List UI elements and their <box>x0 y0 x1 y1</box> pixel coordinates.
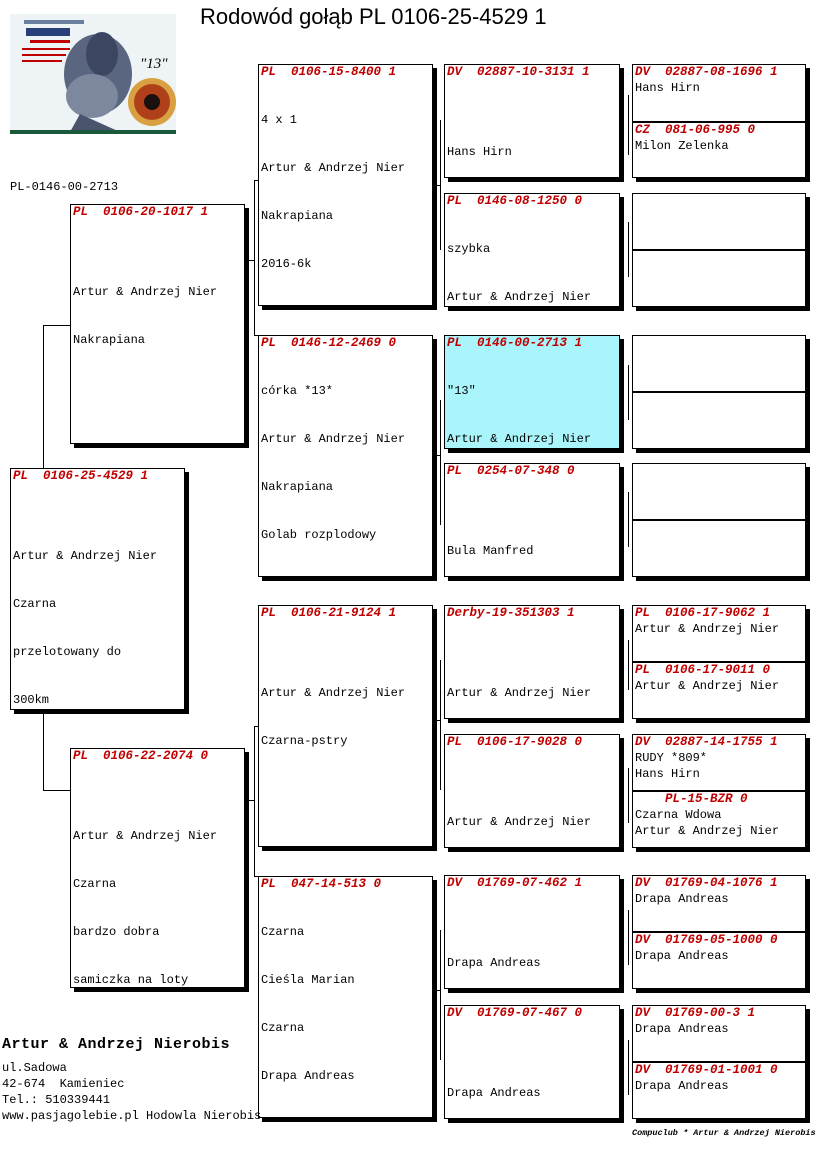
connector <box>43 790 70 791</box>
pedigree-card-great-grandparent[interactable] <box>444 463 620 577</box>
connector <box>43 325 70 326</box>
ring-number: PL-15-BZR 0 <box>665 792 748 806</box>
card-line: "13" <box>447 384 476 398</box>
pedigree-card-grandparent[interactable] <box>258 335 433 577</box>
ring-number: DV 02887-08-1696 1 <box>635 65 778 79</box>
card-line: Nakrapiana <box>73 333 146 347</box>
ring-number: CZ 081-06-995 0 <box>635 123 756 137</box>
card-line: Artur & Andrzej Nier <box>635 622 780 636</box>
pedigree-card-great-grandparent[interactable] <box>444 605 620 719</box>
connector <box>244 800 254 801</box>
ring-number: DV 01769-04-1076 1 <box>635 876 778 890</box>
card-line: bardzo dobra <box>73 925 160 939</box>
ring-number: PL 0106-17-9011 0 <box>635 663 771 677</box>
card-line: Hans Hirn <box>447 145 512 159</box>
ring-number: Derby-19-351303 1 <box>447 606 575 620</box>
card-line: Drapa Andreas <box>261 1069 355 1083</box>
connector <box>628 910 629 965</box>
pedigree-card-gen5-bottom[interactable] <box>632 662 806 719</box>
connector <box>434 720 440 721</box>
pedigree-card-great-grandparent[interactable] <box>444 734 620 848</box>
connector <box>628 222 629 277</box>
logo-label: "13" <box>140 56 168 72</box>
pedigree-card-gen5-bottom[interactable] <box>632 932 806 989</box>
pedigree-card-gen5-bottom[interactable] <box>632 392 806 449</box>
ring-number: PL 0106-21-9124 1 <box>261 606 397 620</box>
card-line: Czarna-pstry <box>261 734 348 748</box>
pedigree-card-gen5-bottom[interactable] <box>632 791 806 848</box>
connector <box>434 185 440 186</box>
card-line: Czarna <box>261 925 305 939</box>
pedigree-card-gen5-bottom[interactable] <box>632 250 806 307</box>
connector <box>628 492 629 547</box>
ring-number: PL 0106-17-9062 1 <box>635 606 771 620</box>
pedigree-card-great-grandparent[interactable] <box>444 1005 620 1119</box>
connector <box>244 260 254 261</box>
pedigree-card-great-grandparent[interactable] <box>444 64 620 178</box>
address-street: ul.Sadowa <box>2 1061 67 1075</box>
pigeon-logo-icon <box>10 14 176 134</box>
card-line: Bula Manfred <box>447 544 534 558</box>
connector <box>440 120 441 250</box>
pedigree-card-grandparent[interactable] <box>258 64 433 306</box>
connector <box>434 455 440 456</box>
pedigree-card-gen5-bottom[interactable] <box>632 520 806 577</box>
ring-number: DV 01769-00-3 1 <box>635 1006 756 1020</box>
pedigree-card-grandparent[interactable] <box>258 605 433 847</box>
breeder-contact <box>2 1036 261 1124</box>
ring-number: DV 01769-01-1001 0 <box>635 1063 778 1077</box>
card-line: Artur & Andrzej Nier <box>447 432 592 446</box>
card-line: Artur & Andrzej Nier <box>73 829 218 843</box>
card-line: Artur & Andrzej Nier <box>73 285 218 299</box>
card-line: Drapa Andreas <box>635 892 729 906</box>
card-line: Artur & Andrzej Nier <box>261 432 406 446</box>
connector <box>434 990 440 991</box>
card-line: Drapa Andreas <box>635 1079 729 1093</box>
connector <box>254 726 255 876</box>
pedigree-card-gen5-top[interactable] <box>632 64 806 122</box>
card-line: Drapa Andreas <box>635 1022 729 1036</box>
software-credit: Compuclub * Artur & Andrzej Nierobis <box>632 1128 816 1138</box>
card-line <box>261 304 432 306</box>
card-line: Nakrapiana <box>261 480 334 494</box>
connector <box>628 1040 629 1095</box>
connector <box>628 95 629 155</box>
card-line: Hans Hirn <box>635 81 700 95</box>
pedigree-reference: PL-0146-00-2713 <box>10 180 119 194</box>
connector <box>628 640 629 690</box>
card-line <box>261 1116 432 1118</box>
card-line: Drapa Andreas <box>447 1086 541 1100</box>
connector <box>254 180 255 335</box>
card-line: Czarna <box>261 1021 305 1035</box>
pedigree-card-grandparent[interactable] <box>258 876 433 1118</box>
pedigree-card-great-grandparent[interactable] <box>444 875 620 989</box>
card-line: Artur & Andrzej Nier <box>261 686 406 700</box>
card-line: Golab rozplodowy <box>261 528 377 542</box>
ring-number: PL 0146-08-1250 0 <box>447 194 583 208</box>
card-line: Hans Hirn <box>635 767 700 781</box>
pedigree-card-gen5-top[interactable] <box>632 875 806 932</box>
ring-number: DV 01769-07-467 0 <box>447 1006 583 1020</box>
card-line: Artur & Andrzej Nier <box>261 161 406 175</box>
phone-number: Tel.: 510339441 <box>2 1093 111 1107</box>
connector <box>43 325 44 468</box>
ring-number: PL 0106-20-1017 1 <box>73 205 209 219</box>
card-line: Drapa Andreas <box>447 956 541 970</box>
card-line: Czarna Wdowa <box>635 808 722 822</box>
pedigree-card-gen5-top[interactable] <box>632 605 806 662</box>
connector <box>628 365 629 420</box>
card-line: Artur & Andrzej Nier <box>635 679 780 693</box>
breeder-logo <box>10 14 176 134</box>
pedigree-card-father[interactable] <box>70 204 245 444</box>
card-line <box>261 575 432 577</box>
ring-number: PL 047-14-513 0 <box>261 877 382 891</box>
connector <box>440 400 441 525</box>
card-line: Czarna <box>73 877 117 891</box>
pedigree-card-gen5-top[interactable] <box>632 734 806 791</box>
address-city: 42-674 Kamieniec <box>2 1077 125 1091</box>
pedigree-card-gen5-top[interactable] <box>632 463 806 520</box>
card-line: 2016-6k <box>261 257 312 271</box>
card-line: samiczka na loty <box>73 973 189 987</box>
connector <box>43 710 44 790</box>
pedigree-card-gen5-bottom[interactable] <box>632 122 806 178</box>
connector <box>628 768 629 823</box>
pedigree-card-gen5-bottom[interactable] <box>632 1062 806 1119</box>
ring-number: PL 0106-15-8400 1 <box>261 65 397 79</box>
ring-number: DV 01769-05-1000 0 <box>635 933 778 947</box>
card-line: Czarna <box>13 597 57 611</box>
card-line: Milon Zelenka <box>635 139 729 153</box>
breeder-name: Artur & Andrzej Nierobis <box>2 1036 231 1053</box>
card-line: 300km <box>13 693 50 707</box>
card-line: Cieśla Marian <box>261 973 355 987</box>
pedigree-card-great-grandparent[interactable] <box>444 335 620 449</box>
pedigree-card-gen5-top[interactable] <box>632 193 806 250</box>
card-line: córka *13* <box>261 384 334 398</box>
pedigree-card-great-grandparent[interactable] <box>444 193 620 307</box>
connector <box>440 660 441 790</box>
card-line: Artur & Andrzej Nier <box>447 686 592 700</box>
card-line: szybka <box>447 242 491 256</box>
website-link[interactable]: www.pasjagolebie.pl Hodowla Nierobis <box>2 1109 262 1123</box>
ring-number: DV 02887-10-3131 1 <box>447 65 590 79</box>
page-title: Rodowód gołąb PL 0106-25-4529 1 <box>200 4 547 29</box>
pedigree-card-gen5-top[interactable] <box>632 335 806 392</box>
pedigree-card-gen5-top[interactable] <box>632 1005 806 1062</box>
ring-number: DV 02887-14-1755 1 <box>635 735 778 749</box>
ring-number: DV 01769-07-462 1 <box>447 876 583 890</box>
ring-number: PL 0254-07-348 0 <box>447 464 575 478</box>
pedigree-card-mother[interactable] <box>70 748 245 988</box>
card-line: Drapa Andreas <box>635 949 729 963</box>
card-line: przelotowany do <box>13 645 122 659</box>
ring-number: PL 0106-22-2074 0 <box>73 749 209 763</box>
card-line: Artur & Andrzej Nier <box>447 290 592 304</box>
ring-number: PL 0106-17-9028 0 <box>447 735 583 749</box>
card-line: Artur & Andrzej Nier <box>13 549 158 563</box>
ring-number: PL 0146-12-2469 0 <box>261 336 397 350</box>
card-line: Nakrapiana <box>261 209 334 223</box>
pedigree-card-bird[interactable] <box>10 468 185 710</box>
card-line: RUDY *809* <box>635 751 708 765</box>
ring-number: PL 0146-00-2713 1 <box>447 336 583 350</box>
card-line: Artur & Andrzej Nier <box>635 824 780 838</box>
connector <box>440 930 441 1060</box>
ring-number: PL 0106-25-4529 1 <box>13 469 149 483</box>
card-line: Artur & Andrzej Nier <box>447 815 592 829</box>
card-line: 4 x 1 <box>261 113 298 127</box>
